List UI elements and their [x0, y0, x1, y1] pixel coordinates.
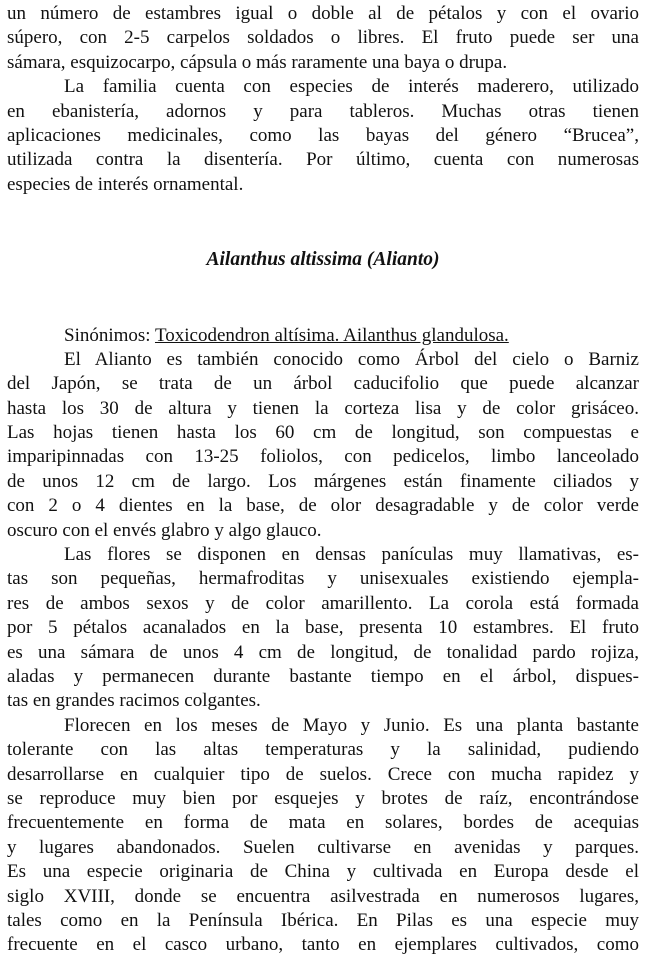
text-line: Las flores se disponen en densas panículas muy llamativas, es- — [64, 544, 639, 566]
text-line: sámara, esquizocarpo, cápsula o más raramente una baya o drupa. — [7, 51, 508, 73]
text-line: Es una especie originaria de China y cultivada en Europa desde el — [7, 861, 639, 883]
text-line: oscuro con el envés glabro y algo glauco. — [7, 519, 322, 541]
text-line: desarrollarse en cualquier tipo de suelos. Crece con mucha rapidez y — [7, 763, 639, 785]
species-heading: Ailanthus altissima (Alianto) — [206, 249, 440, 271]
text-line: aladas y permanecen durante bastante tiempo en el árbol, dispues- — [7, 665, 639, 687]
description-paragraph — [7, 348, 639, 543]
section-spacer — [7, 197, 639, 248]
text-line: un número de estambres igual o doble al de pétalos y con el ovario — [7, 3, 639, 24]
text-line: tales como en la Península Ibérica. En Pilas es una especie muy — [7, 909, 639, 931]
text-line: del Japón, se trata de un árbol caducifolio que puede alcanzar — [7, 373, 639, 395]
text-line: hasta los 30 de altura y tienen la corteza lisa y de color grisáceo. — [7, 397, 639, 419]
text-line: aplicaciones medicinales, como las bayas del género “Brucea”, — [7, 124, 639, 146]
synonyms-label: Sinónimos: — [64, 324, 155, 346]
text-line: Las hojas tienen hasta los 60 cm de longitud, son compuestas e — [7, 422, 639, 444]
text-line: La familia cuenta con especies de interés maderero, utilizado — [64, 76, 639, 98]
text-line: tolerante con las altas temperaturas y la salinidad, pudiendo — [7, 739, 639, 761]
text-line: es una sámara de unos 4 cm de longitud, de tonalidad pardo rojiza, — [7, 641, 639, 663]
text-line: y lugares abandonados. Suelen cultivarse en avenidas y parques. — [7, 836, 639, 858]
flowers-paragraph — [7, 543, 639, 714]
text-line: frecuentemente en forma de mata en solares, bordes de acequias — [7, 812, 639, 834]
text-line: siglo XVIII, donde se encuentra asilvestrada en numerosos lugares, — [7, 885, 639, 907]
text-line: por 5 pétalos acanalados en la base, presenta 10 estambres. El fruto — [7, 617, 639, 639]
flowering-paragraph — [7, 714, 639, 958]
text-line: tas en grandes racimos colgantes. — [7, 690, 261, 712]
intro-paragraph — [7, 2, 639, 75]
synonyms-line — [7, 324, 639, 348]
text-line: frecuente en el casco urbano, tanto en ejemplares cultivados, como — [7, 934, 639, 956]
text-line: res de ambos sexos y de color amarillento. La corola está formada — [7, 592, 639, 614]
family-paragraph — [7, 75, 639, 197]
text-line: Florecen en los meses de Mayo y Junio. Es una planta bastante — [64, 714, 639, 736]
synonyms-value: Toxicodendron altísima. Ailanthus glandulosa. — [154, 324, 509, 346]
text-line: El Alianto es también conocido como Árbol del cielo o Barniz — [64, 348, 639, 370]
text-line: con 2 o 4 dientes en la base, de olor desagradable y de color verde — [7, 495, 639, 517]
text-line: tas son pequeñas, hermafroditas y unisexuales existiendo ejempla- — [7, 568, 639, 590]
section-spacer — [7, 273, 639, 324]
text-line: especies de interés ornamental. — [7, 173, 244, 195]
text-line: se reproduce muy bien por esquejes y brotes de raíz, encontrándose — [7, 787, 639, 809]
text-line: de unos 12 cm de largo. Los márgenes están finamente ciliados y — [7, 470, 639, 492]
text-line: súpero, con 2-5 carpelos soldados o libres. El fruto puede ser una — [7, 27, 639, 49]
text-line: imparipinnadas con 13-25 foliolos, con pedicelos, limbo lanceolado — [7, 446, 639, 468]
text-line: en ebanistería, adornos y para tableros. Muchas otras tienen — [7, 100, 639, 122]
text-line: utilizada contra la disentería. Por último, cuenta con numerosas — [7, 149, 639, 171]
